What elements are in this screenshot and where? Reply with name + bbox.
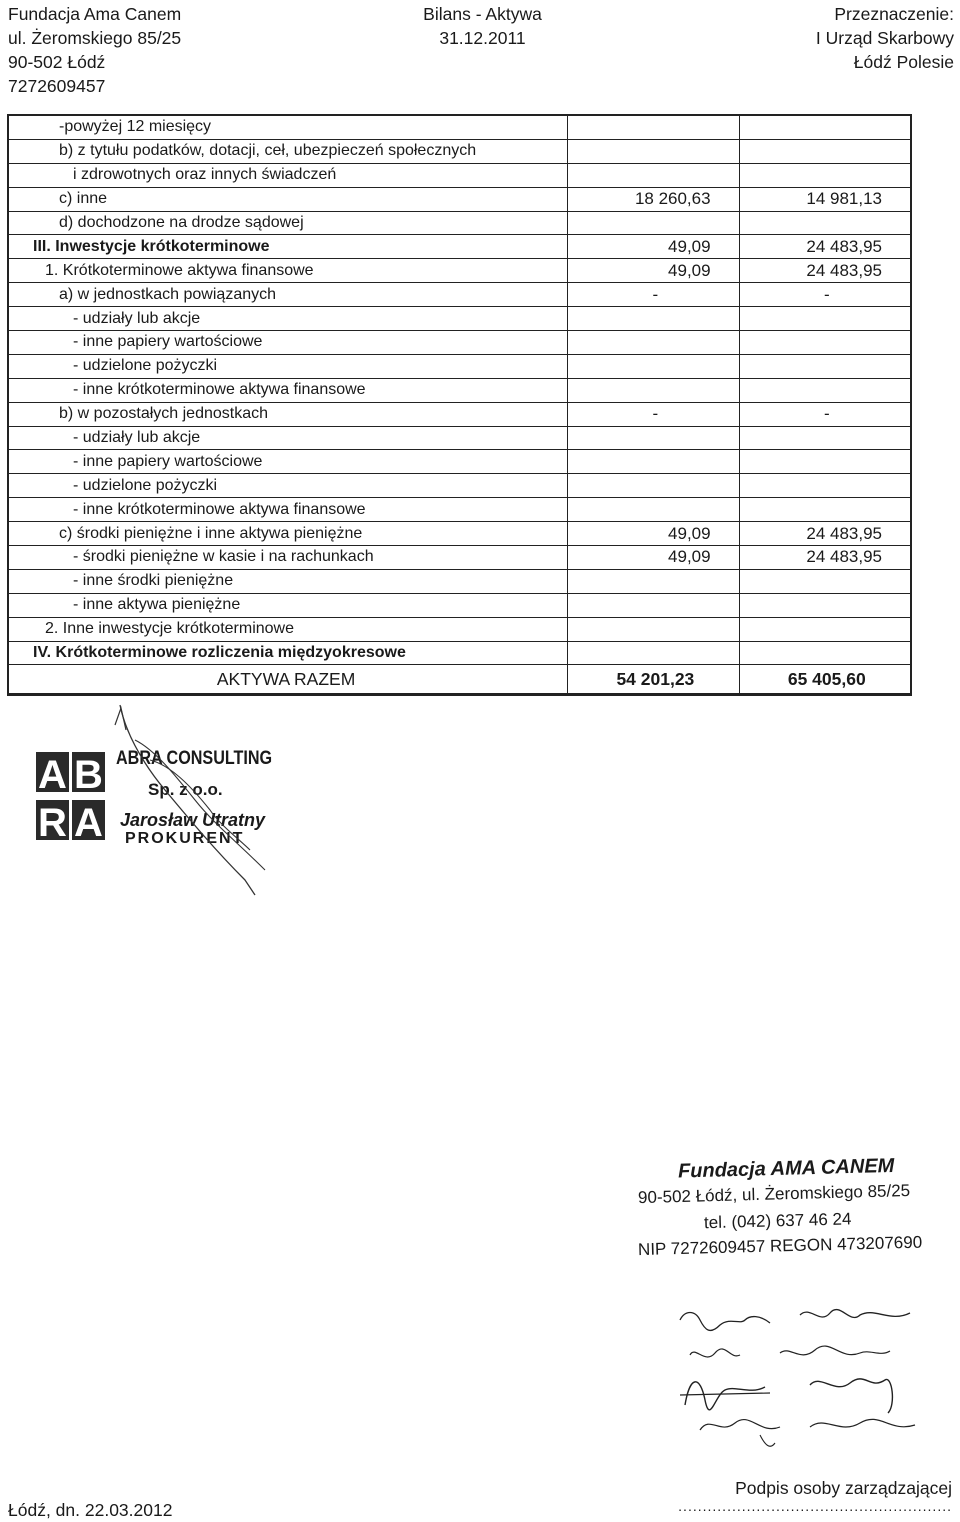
row-label: a) w jednostkach powiązanych xyxy=(8,283,568,307)
foundation-ids: NIP 7272609457 REGON 473207690 xyxy=(637,1232,923,1260)
value-2011 xyxy=(568,426,739,450)
value-2010 xyxy=(739,211,911,235)
value-2010: 24 483,95 xyxy=(739,235,911,259)
value-2011 xyxy=(568,450,739,474)
total-row xyxy=(8,665,911,695)
foundation-address: 90-502 Łódź, ul. Żeromskiego 85/25 xyxy=(637,1180,911,1208)
org-street: ul. Żeromskiego 85/25 xyxy=(8,28,182,48)
value-2010 xyxy=(739,641,911,665)
value-2010 xyxy=(739,617,911,641)
header-document-title xyxy=(415,2,550,50)
value-2011 xyxy=(568,378,739,402)
foundation-phone: tel. (042) 637 46 24 xyxy=(703,1209,852,1233)
balance-table-body xyxy=(8,115,911,695)
value-2011: 49,09 xyxy=(568,235,739,259)
doc-title: Bilans - Aktywa xyxy=(423,4,542,24)
row-label: -powyżej 12 miesięcy xyxy=(8,115,568,139)
value-2010 xyxy=(739,569,911,593)
table-row xyxy=(8,163,911,187)
value-2011 xyxy=(568,307,739,331)
value-2010: 14 981,13 xyxy=(739,187,911,211)
abra-company-form: Sp. z o.o. xyxy=(148,780,223,799)
table-row xyxy=(8,211,911,235)
total-value-2011: 54 201,23 xyxy=(568,665,739,695)
row-label: - inne krótkoterminowe aktywa finansowe xyxy=(8,378,568,402)
table-row xyxy=(8,331,911,355)
signature-block xyxy=(678,1478,952,1513)
row-label: c) inne xyxy=(8,187,568,211)
signature-caption: Podpis osoby zarządzającej xyxy=(735,1478,952,1498)
value-2010 xyxy=(739,163,911,187)
destination-label: Przeznaczenie: xyxy=(834,4,954,24)
value-2011 xyxy=(568,139,739,163)
table-row xyxy=(8,259,911,283)
table-row xyxy=(8,402,911,426)
board-signatures xyxy=(660,1295,950,1455)
value-2011 xyxy=(568,593,739,617)
value-2011: 49,09 xyxy=(568,259,739,283)
row-label: - inne papiery wartościowe xyxy=(8,331,568,355)
value-2010 xyxy=(739,354,911,378)
value-2010 xyxy=(739,307,911,331)
table-row xyxy=(8,307,911,331)
value-2011 xyxy=(568,163,739,187)
logo-letter-a2: A xyxy=(74,801,103,844)
row-label: - udziały lub akcje xyxy=(8,426,568,450)
table-row xyxy=(8,474,911,498)
value-2010: - xyxy=(739,283,911,307)
value-2011: - xyxy=(568,402,739,426)
value-2011 xyxy=(568,641,739,665)
row-label: - inne papiery wartościowe xyxy=(8,450,568,474)
header-destination xyxy=(816,2,954,74)
org-name: Fundacja Ama Canem xyxy=(8,4,182,24)
value-2011: - xyxy=(568,283,739,307)
value-2010 xyxy=(739,331,911,355)
value-2011 xyxy=(568,115,739,139)
table-row xyxy=(8,641,911,665)
row-label: - udziały lub akcje xyxy=(8,307,568,331)
logo-letter-b: B xyxy=(74,753,103,797)
value-2010 xyxy=(739,474,911,498)
table-row xyxy=(8,522,911,546)
value-2010: 24 483,95 xyxy=(739,522,911,546)
row-label: i zdrowotnych oraz innych świadczeń xyxy=(8,163,568,187)
row-label: - udzielone pożyczki xyxy=(8,354,568,378)
table-row xyxy=(8,139,911,163)
signature-line: ........................................................ xyxy=(678,1498,952,1514)
destination-city: Łódź Polesie xyxy=(853,52,954,72)
value-2010: 24 483,95 xyxy=(739,259,911,283)
row-label: III. Inwestycje krótkoterminowe xyxy=(8,235,568,259)
table-row xyxy=(8,354,911,378)
value-2011 xyxy=(568,498,739,522)
logo-letter-a1: A xyxy=(38,753,67,797)
row-label: - inne środki pieniężne xyxy=(8,569,568,593)
value-2011 xyxy=(568,354,739,378)
table-row xyxy=(8,426,911,450)
total-value-2010: 65 405,60 xyxy=(739,665,911,695)
row-label: IV. Krótkoterminowe rozliczenia międzyokresowe xyxy=(8,641,568,665)
table-row xyxy=(8,569,911,593)
value-2011 xyxy=(568,474,739,498)
row-label: d) dochodzone na drodze sądowej xyxy=(8,211,568,235)
table-row xyxy=(8,235,911,259)
total-label: AKTYWA RAZEM xyxy=(8,665,568,695)
value-2011 xyxy=(568,617,739,641)
value-2011 xyxy=(568,211,739,235)
table-row xyxy=(8,546,911,570)
row-label: 2. Inne inwestycje krótkoterminowe xyxy=(8,617,568,641)
foundation-stamp xyxy=(630,1155,950,1259)
value-2011 xyxy=(568,331,739,355)
table-row xyxy=(8,617,911,641)
value-2011: 18 260,63 xyxy=(568,187,739,211)
value-2010 xyxy=(739,426,911,450)
value-2010 xyxy=(739,139,911,163)
table-row xyxy=(8,593,911,617)
row-label: - udzielone pożyczki xyxy=(8,474,568,498)
value-2010 xyxy=(739,378,911,402)
table-row xyxy=(8,187,911,211)
org-city: 90-502 Łódź xyxy=(8,52,106,72)
abra-role: PROKURENT xyxy=(125,830,245,847)
value-2010: - xyxy=(739,402,911,426)
value-2010 xyxy=(739,450,911,474)
logo-letter-r: R xyxy=(38,801,67,844)
destination-office: I Urząd Skarbowy xyxy=(815,28,954,48)
abra-company-name: ABRA CONSULTING xyxy=(116,748,273,769)
row-label: - środki pieniężne w kasie i na rachunkach xyxy=(8,546,568,570)
table-row xyxy=(8,450,911,474)
org-nip: 7272609457 xyxy=(8,76,106,96)
row-label: - inne krótkoterminowe aktywa finansowe xyxy=(8,498,568,522)
doc-date: 31.12.2011 xyxy=(439,28,526,48)
place-and-date: Łódź, dn. 22.03.2012 xyxy=(8,1500,173,1520)
header-organization xyxy=(8,2,181,98)
value-2010 xyxy=(739,498,911,522)
value-2011 xyxy=(568,569,739,593)
abra-person: Jarosław Utratny xyxy=(120,810,266,830)
value-2011: 49,09 xyxy=(568,522,739,546)
row-label: 1. Krótkoterminowe aktywa finansowe xyxy=(8,259,568,283)
foundation-name: Fundacja AMA CANEM xyxy=(677,1154,895,1183)
value-2010: 24 483,95 xyxy=(739,546,911,570)
table-row xyxy=(8,378,911,402)
table-row xyxy=(8,498,911,522)
balance-table xyxy=(7,114,912,696)
table-row xyxy=(8,283,911,307)
row-label: b) z tytułu podatków, dotacji, ceł, ubezpieczeń społecznych xyxy=(8,139,568,163)
value-2010 xyxy=(739,115,911,139)
value-2011: 49,09 xyxy=(568,546,739,570)
table-row xyxy=(8,115,911,139)
row-label: - inne aktywa pieniężne xyxy=(8,593,568,617)
row-label: b) w pozostałych jednostkach xyxy=(8,402,568,426)
row-label: c) środki pieniężne i inne aktywa pieniężne xyxy=(8,522,568,546)
value-2010 xyxy=(739,593,911,617)
abra-handwritten-signature xyxy=(95,700,285,900)
